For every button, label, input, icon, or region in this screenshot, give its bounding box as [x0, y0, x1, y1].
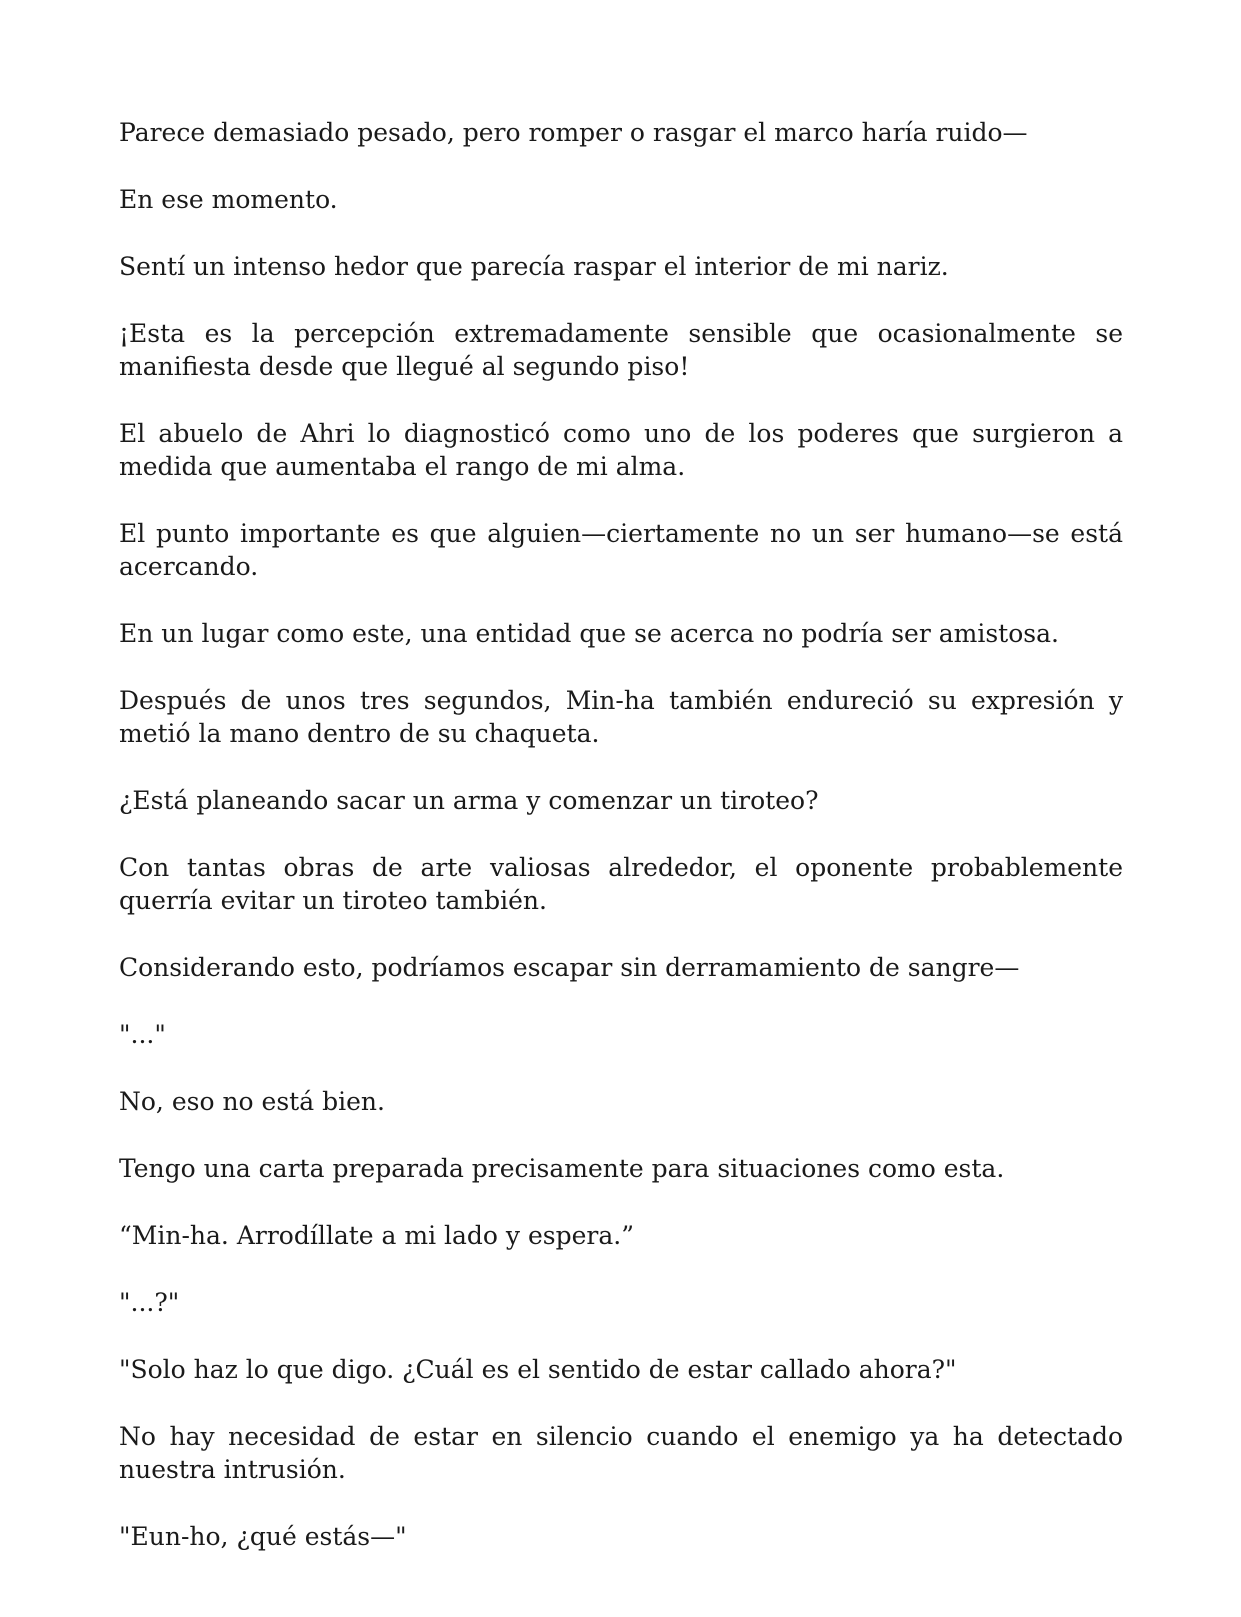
- paragraph: No, eso no está bien.: [119, 1087, 385, 1116]
- document-body: [119, 116, 1123, 1553]
- paragraph: ¿Está planeando sacar un arma y comenzar un tiroteo?: [119, 786, 819, 815]
- paragraph: “Min-ha. Arrodíllate a mi lado y espera.”: [119, 1221, 634, 1250]
- paragraph: "Eun-ho, ¿qué estás—": [119, 1522, 407, 1551]
- paragraph: "...?": [119, 1288, 180, 1317]
- paragraph: Con tantas obras de arte valiosas alrededor, el oponente probablemente querría evitar un tiroteo también.: [119, 853, 1123, 915]
- paragraph: En un lugar como este, una entidad que se acerca no podría ser amistosa.: [119, 619, 1059, 648]
- paragraph: ¡Esta es la percepción extremadamente sensible que ocasionalmente se manifiesta desde que llegué al segundo piso!: [119, 319, 1123, 381]
- paragraph: Considerando esto, podríamos escapar sin derramamiento de sangre—: [119, 953, 1020, 982]
- paragraph: Después de unos tres segundos, Min-ha también endureció su expresión y metió la mano dentro de su chaqueta.: [119, 686, 1123, 748]
- paragraph: En ese momento.: [119, 185, 338, 214]
- paragraph: Parece demasiado pesado, pero romper o rasgar el marco haría ruido—: [119, 118, 1028, 147]
- paragraph: "Solo haz lo que digo. ¿Cuál es el sentido de estar callado ahora?": [119, 1355, 957, 1384]
- paragraph: No hay necesidad de estar en silencio cuando el enemigo ya ha detectado nuestra intrusión.: [119, 1422, 1123, 1484]
- paragraph: El abuelo de Ahri lo diagnosticó como uno de los poderes que surgieron a medida que aumentaba el rango de mi alma.: [119, 419, 1123, 481]
- paragraph: El punto importante es que alguien—ciertamente no un ser humano—se está acercando.: [119, 519, 1123, 581]
- paragraph: Tengo una carta preparada precisamente para situaciones como esta.: [119, 1154, 1005, 1183]
- paragraph: "...": [119, 1020, 166, 1049]
- paragraph: Sentí un intenso hedor que parecía raspar el interior de mi nariz.: [119, 252, 949, 281]
